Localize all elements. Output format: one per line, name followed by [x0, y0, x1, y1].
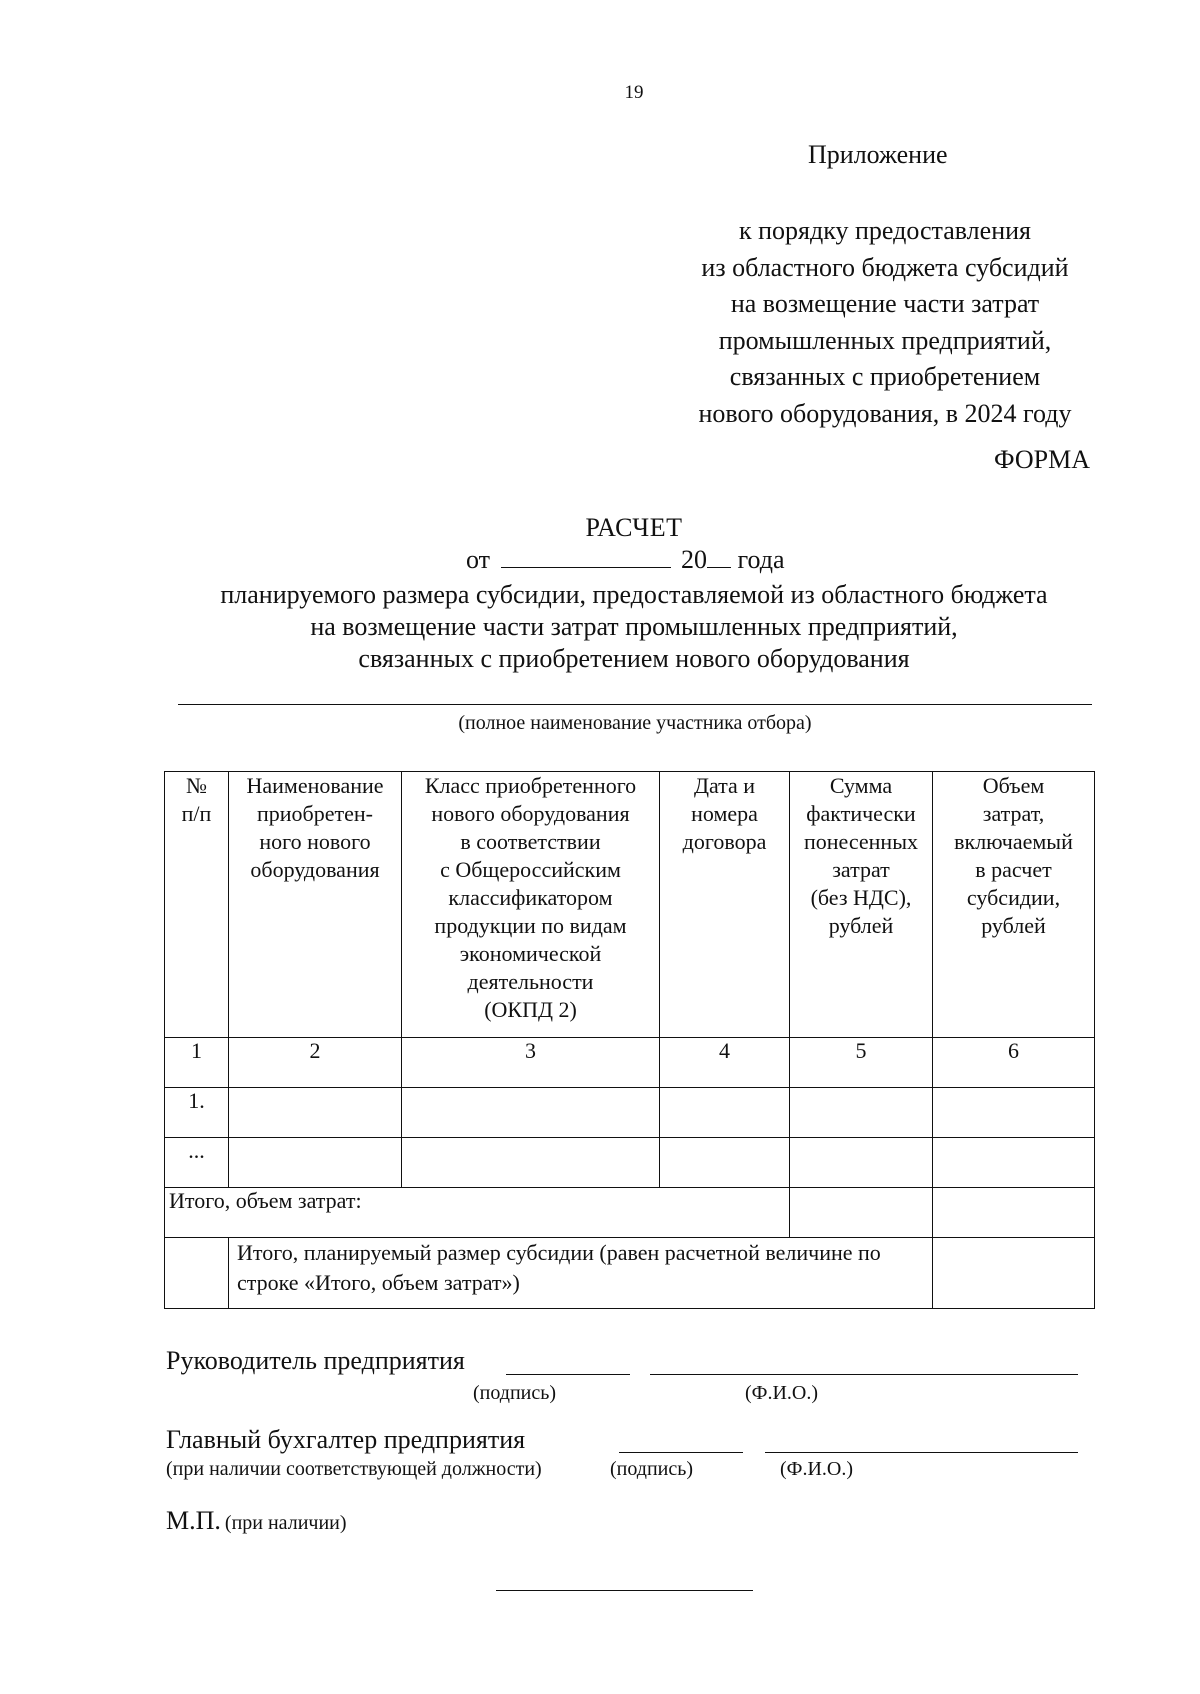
row-number: ... — [165, 1138, 229, 1188]
subsidy-total-label: Итого, планируемый размер субсидии (равен расчетной величине по строке «Итого, объем затрат») — [229, 1238, 933, 1309]
subsidy-total-row — [165, 1238, 1095, 1309]
accountant-name-field[interactable] — [765, 1452, 1078, 1453]
head-signature-caption: (подпись) — [473, 1382, 557, 1404]
form-label: ФОРМА — [994, 445, 1090, 474]
total-actual-costs-cell[interactable] — [790, 1188, 933, 1238]
table-cell — [165, 1238, 229, 1309]
column-number: 5 — [790, 1038, 933, 1088]
date-prefix: от — [466, 545, 491, 574]
header-cell-okpd-class: Класс приобретенного нового оборудования в соответствии с Общероссийским классификатором продукции по видам экономической деятельности (ОКПД 2) — [402, 772, 660, 1038]
accountant-name-caption: (Ф.И.О.) — [780, 1458, 854, 1480]
head-label: Руководитель предприятия — [166, 1346, 465, 1375]
stamp-block — [166, 1506, 347, 1536]
table-cell[interactable] — [790, 1088, 933, 1138]
table-row — [165, 1138, 1095, 1188]
table-header-row — [165, 772, 1095, 1038]
table-cell[interactable] — [933, 1088, 1095, 1138]
year-blank-field[interactable] — [707, 547, 731, 568]
row-number: 1. — [165, 1088, 229, 1138]
page-number: 19 — [624, 82, 644, 103]
stamp-note: (при наличии) — [224, 1512, 347, 1534]
closing-divider — [496, 1590, 753, 1591]
table-cell[interactable] — [229, 1088, 402, 1138]
accountant-label: Главный бухгалтер предприятия — [166, 1425, 526, 1454]
header-cell-number: № п/п — [165, 772, 229, 1038]
appendix-line: к порядку предоставления — [739, 216, 1031, 245]
total-costs-label: Итого, объем затрат: — [165, 1188, 790, 1238]
head-name-field[interactable] — [650, 1374, 1078, 1375]
table-cell[interactable] — [933, 1138, 1095, 1188]
column-number: 4 — [660, 1038, 790, 1088]
table-cell[interactable] — [402, 1138, 660, 1188]
subsidy-total-cell[interactable] — [933, 1238, 1095, 1309]
appendix-line: промышленных предприятий, — [718, 325, 1052, 355]
calculation-table — [164, 771, 1095, 1309]
date-blank-field[interactable] — [501, 547, 671, 568]
total-included-costs-cell[interactable] — [933, 1188, 1095, 1238]
appendix-line: нового оборудования, в 2024 году — [698, 398, 1072, 428]
calc-title: РАСЧЕТ — [585, 513, 683, 542]
appendix-line: из областного бюджета субсидий — [701, 252, 1069, 282]
date-year: 20 — [681, 545, 708, 574]
total-costs-row — [165, 1188, 1095, 1238]
column-number: 3 — [402, 1038, 660, 1088]
head-signature-field[interactable] — [506, 1374, 630, 1375]
header-cell-contract: Дата и номера договора — [660, 772, 790, 1038]
subtitle-line: планируемого размера субсидии, предоставляемой из областного бюджета — [220, 580, 1048, 609]
table-cell[interactable] — [660, 1088, 790, 1138]
table-cell[interactable] — [229, 1138, 402, 1188]
appendix-line: связанных с приобретением — [729, 362, 1041, 391]
column-number: 2 — [229, 1038, 402, 1088]
date-line — [466, 545, 785, 575]
accountant-note: (при наличии соответствующей должности) — [166, 1458, 542, 1480]
participant-name-caption: (полное наименование участника отбора) — [458, 712, 812, 734]
header-cell-equipment-name: Наименование приобретен- ного нового оборудования — [229, 772, 402, 1038]
calc-subtitle — [0, 579, 1200, 675]
appendix-line: на возмещение части затрат — [730, 289, 1040, 318]
column-number-row — [165, 1038, 1095, 1088]
header-cell-actual-costs: Сумма фактически понесенных затрат (без НДС), рублей — [790, 772, 933, 1038]
appendix-title: Приложение — [808, 140, 948, 169]
accountant-signature-field[interactable] — [619, 1452, 743, 1453]
table-cell[interactable] — [402, 1088, 660, 1138]
table-cell[interactable] — [790, 1138, 933, 1188]
subtitle-line: на возмещение части затрат промышленных предприятий, — [310, 612, 958, 641]
stamp-label: М.П. — [166, 1506, 221, 1535]
table-row — [165, 1088, 1095, 1138]
subtitle-line: связанных с приобретением нового оборудования — [358, 644, 910, 673]
header-cell-included-costs: Объем затрат, включаемый в расчет субсидии, рублей — [933, 772, 1095, 1038]
appendix-text — [660, 213, 1110, 432]
column-number: 6 — [933, 1038, 1095, 1088]
date-suffix: года — [737, 545, 785, 574]
participant-name-field[interactable] — [178, 704, 1092, 705]
column-number: 1 — [165, 1038, 229, 1088]
accountant-signature-caption: (подпись) — [610, 1458, 694, 1480]
table-cell[interactable] — [660, 1138, 790, 1188]
head-name-caption: (Ф.И.О.) — [745, 1382, 819, 1404]
